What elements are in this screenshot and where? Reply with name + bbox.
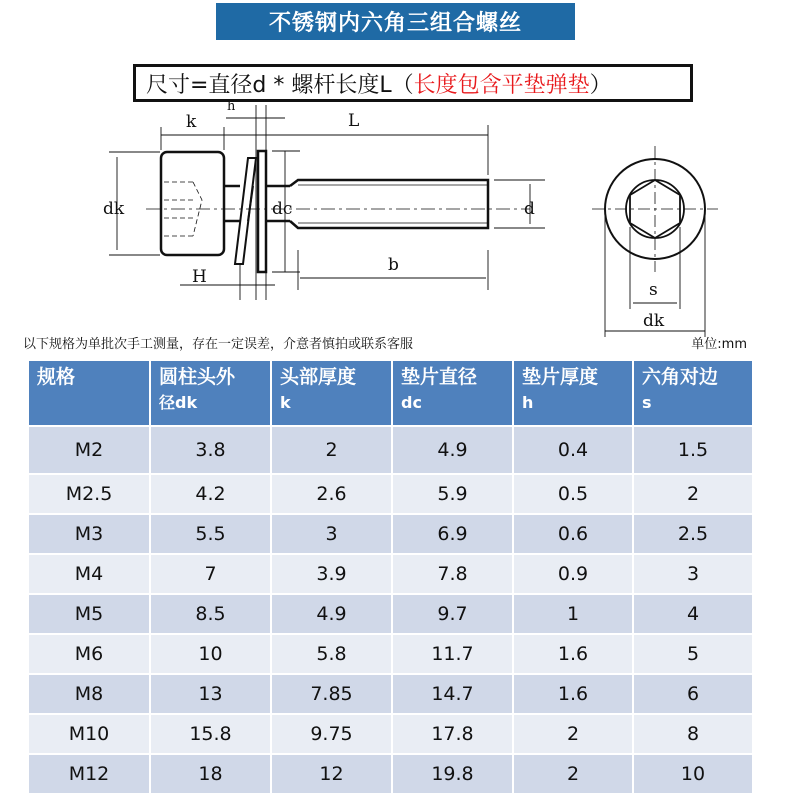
cell-spec: M5 [28,594,150,634]
cell-value: 4.9 [271,594,392,634]
cell-value: 4.9 [392,426,513,474]
cell-spec: M2.5 [28,474,150,514]
label-H: H [192,267,207,287]
size-formula-highlight: 长度包含平垫弹垫 [413,72,590,98]
label-b: b [388,255,399,275]
size-formula-prefix: 尺寸=直径d * 螺杆长度L（ [146,72,414,98]
cell-value: 18 [150,754,271,794]
table-row [28,754,753,794]
header-washer-thickness: 垫片厚度 h [513,360,633,426]
table-row [28,594,753,634]
unit-label: 单位:mm [691,337,747,352]
cell-value: 9.75 [271,714,392,754]
screw-technical-diagram [90,99,740,331]
cell-value: 2 [513,714,633,754]
cell-spec: M2 [28,426,150,474]
header-head-diameter: 圆柱头外 径dk [150,360,271,426]
cell-value: 6.9 [392,514,513,554]
cell-value: 0.9 [513,554,633,594]
label-d: d [524,199,535,219]
cell-value: 0.5 [513,474,633,514]
cell-value: 1.6 [513,674,633,714]
table-row [28,426,753,474]
cell-spec: M10 [28,714,150,754]
header-washer-diameter: 垫片直径 dc [392,360,513,426]
table-row [28,514,753,554]
cell-value: 4.2 [150,474,271,514]
cell-spec: M4 [28,554,150,594]
title-banner: 不锈钢内六角三组合螺丝 [216,3,575,40]
cell-value: 7.85 [271,674,392,714]
cell-value: 3 [271,514,392,554]
cell-value: 5 [633,634,753,674]
label-dk-end: dk [643,311,665,331]
spec-table [27,359,754,795]
cell-value: 2 [513,754,633,794]
cell-value: 10 [150,634,271,674]
cell-value: 7.8 [392,554,513,594]
cell-value: 3.8 [150,426,271,474]
table-row [28,474,753,514]
cell-value: 3.9 [271,554,392,594]
table-row [28,674,753,714]
cell-value: 8 [633,714,753,754]
cell-value: 1.6 [513,634,633,674]
cell-value: 4 [633,594,753,634]
cell-value: 5.8 [271,634,392,674]
cell-value: 2 [633,474,753,514]
cell-value: 1.5 [633,426,753,474]
cell-spec: M6 [28,634,150,674]
label-L: L [348,111,360,131]
table-row [28,634,753,674]
cell-value: 12 [271,754,392,794]
cell-value: 9.7 [392,594,513,634]
cell-value: 0.4 [513,426,633,474]
table-row [28,554,753,594]
cell-value: 2 [271,426,392,474]
cell-value: 11.7 [392,634,513,674]
cell-value: 13 [150,674,271,714]
size-formula-suffix: ） [589,72,612,98]
cell-spec: M12 [28,754,150,794]
cell-value: 6 [633,674,753,714]
cell-spec: M8 [28,674,150,714]
label-dk: dk [103,199,125,219]
header-hex-width: 六角对边 s [633,360,753,426]
cell-value: 0.6 [513,514,633,554]
cell-value: 1 [513,594,633,634]
table-header-row [28,360,753,426]
screw-head-side [161,152,224,255]
header-spec: 规格 [28,360,150,426]
cell-value: 7 [150,554,271,594]
cell-value: 8.5 [150,594,271,634]
size-formula-box [133,64,693,102]
cell-value: 14.7 [392,674,513,714]
cell-value: 3 [633,554,753,594]
cell-value: 2.5 [633,514,753,554]
label-s: s [649,280,658,300]
label-h: h [227,99,236,114]
cell-value: 10 [633,754,753,794]
measurement-note: 以下规格为单批次手工测量，存在一定误差，介意者慎拍或联系客服 [23,337,414,352]
table-row [28,714,753,754]
cell-value: 5.5 [150,514,271,554]
cell-value: 5.9 [392,474,513,514]
cell-value: 2.6 [271,474,392,514]
cell-spec: M3 [28,514,150,554]
cell-value: 19.8 [392,754,513,794]
cell-value: 15.8 [150,714,271,754]
label-dc: dc [272,199,293,219]
cell-value: 17.8 [392,714,513,754]
header-head-thickness: 头部厚度 k [271,360,392,426]
label-k: k [186,112,197,132]
